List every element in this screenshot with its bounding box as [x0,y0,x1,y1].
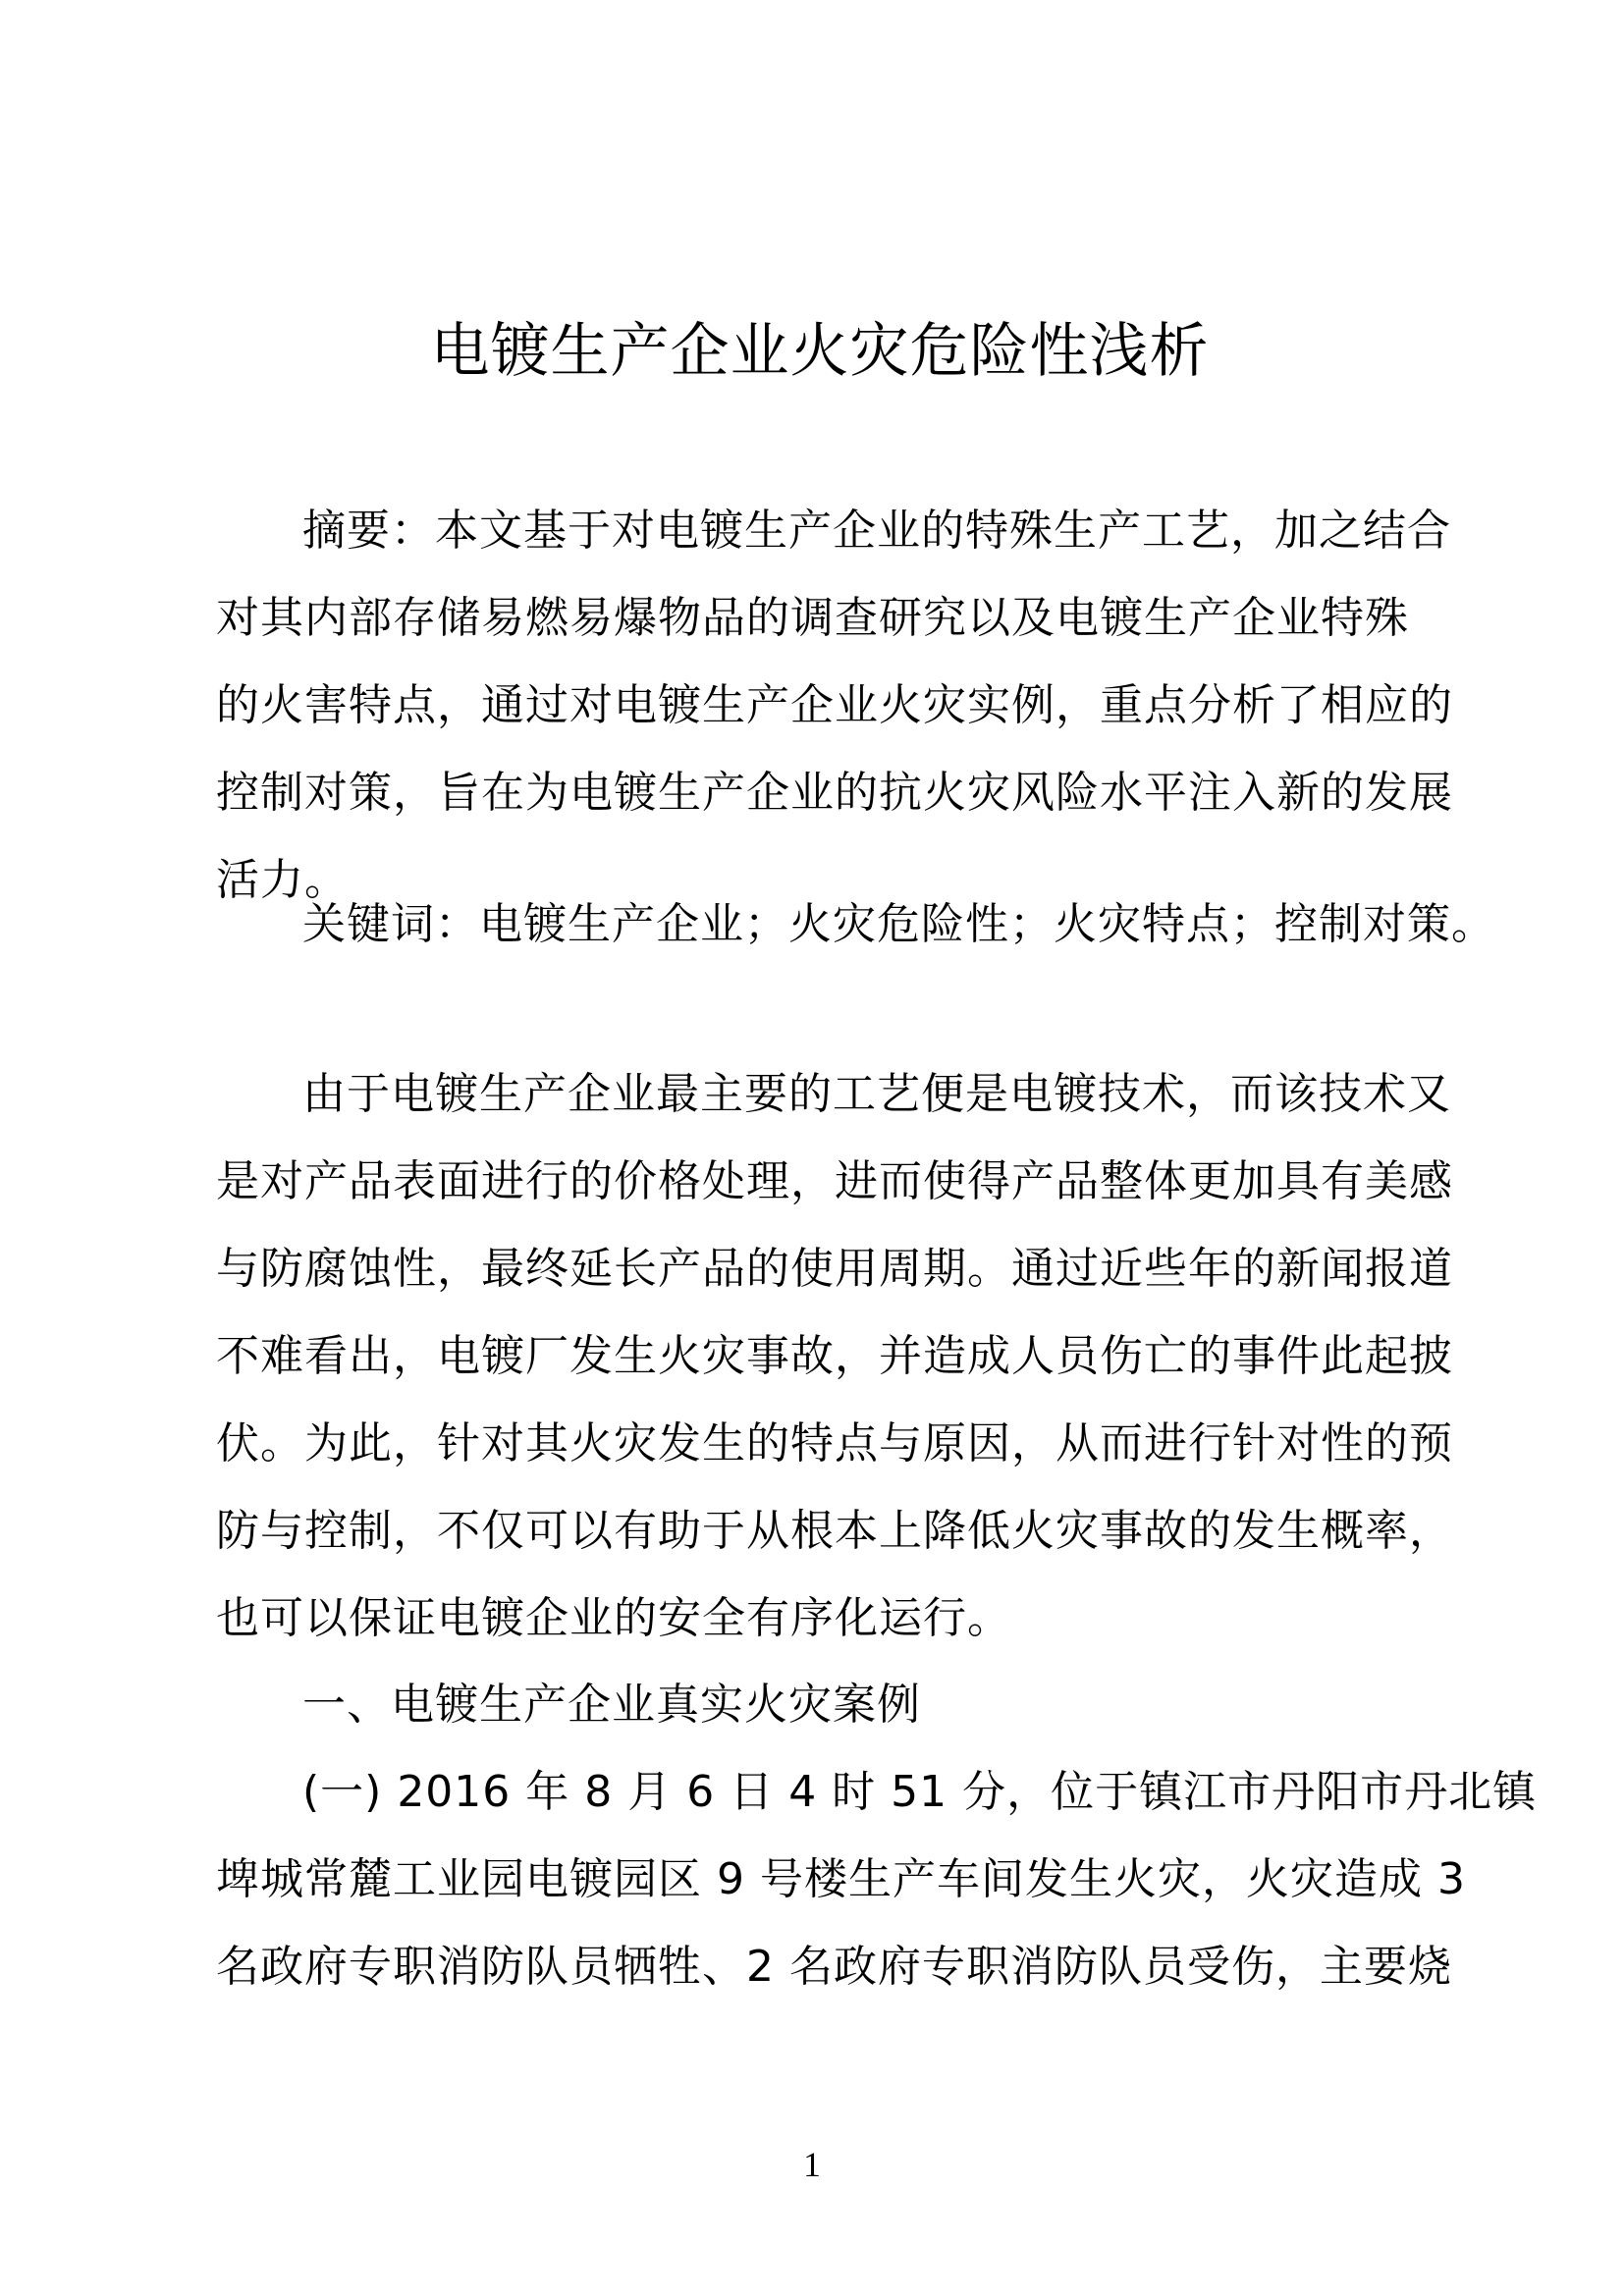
section-heading: 一、电镀生产企业真实火灾案例 [302,1680,921,1730]
abstract-line: 的火害特点，通过对电镀生产企业火灾实例，重点分析了相应的 [216,680,1453,730]
abstract-line: 控制对策，旨在为电镀生产企业的抗火灾风险水平注入新的发展 [216,768,1453,818]
intro-line: 由于电镀生产企业最主要的工艺便是电镀技术，而该技术又 [302,1069,1451,1119]
keywords-line: 关键词：电镀生产企业；火灾危险性；火灾特点；控制对策。 [302,899,1495,949]
intro-line: 防与控制，不仅可以有助于从根本上降低火灾事故的发生概率， [216,1506,1453,1556]
keywords-paragraph [216,881,1495,968]
abstract-line: 对其内部存储易燃易爆物品的调查研究以及电镀生产企业特殊 [216,593,1409,643]
abstract-line: 活力。 [216,855,349,905]
case-line: (一) 2016 年 8 月 6 日 4 时 51 分，位于镇江市丹阳市丹北镇 [302,1767,1538,1817]
case-line: 名政府专职消防队员牺牲、2 名政府专职消防队员受伤，主要烧 [216,1942,1452,1992]
intro-paragraph [216,1050,1453,1662]
intro-line: 不难看出，电镀厂发生火灾事故，并造成人员伤亡的事件此起披 [216,1331,1453,1381]
case-line: 埤城常麓工业园电镀园区 9 号楼生产车间发生火灾，火灾造成 3 [216,1854,1466,1904]
intro-line: 也可以保证电镀企业的安全有序化运行。 [216,1593,1011,1643]
case-paragraph [216,1748,1538,2010]
intro-line: 伏。为此，针对其火灾发生的特点与原因，从而进行针对性的预 [216,1418,1453,1468]
abstract-line: 摘要：本文基于对电镀生产企业的特殊生产工艺，加之结合 [302,506,1451,556]
intro-line: 与防腐蚀性，最终延长产品的使用周期。通过近些年的新闻报道 [216,1244,1453,1294]
intro-line: 是对产品表面进行的价格处理，进而使得产品整体更加具有美感 [216,1156,1453,1206]
section-heading-block [216,1661,1434,1748]
document-title: 电镀生产企业火灾危险性浅析 [430,317,1210,386]
abstract-paragraph [216,487,1453,924]
page-number: 1 [803,2145,821,2184]
